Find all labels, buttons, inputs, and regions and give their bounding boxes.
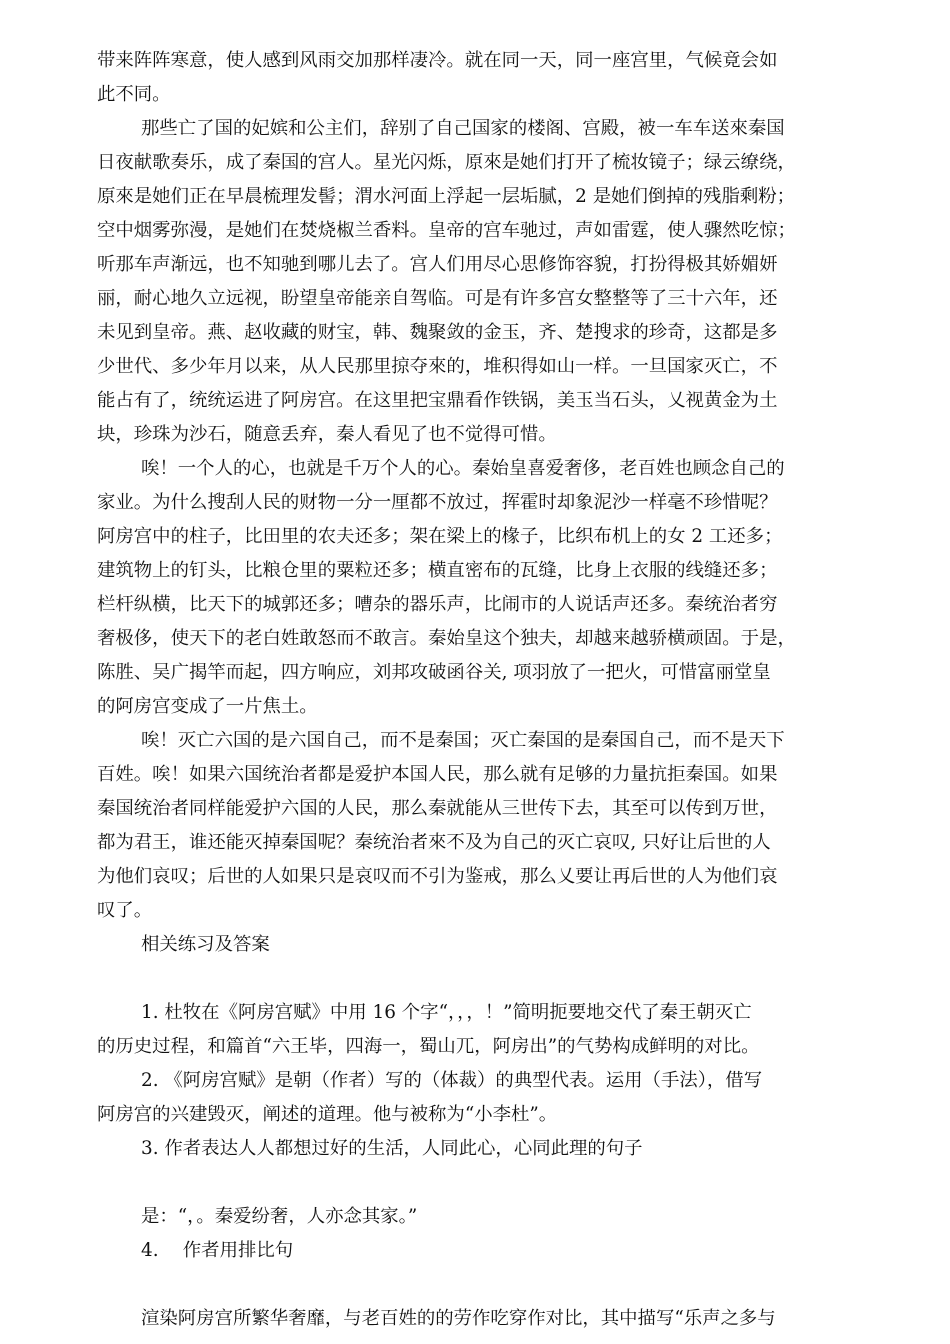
paragraph-4 bbox=[97, 724, 857, 928]
text-line: 阿房宫中的柱子，比田里的农夫还多；架在梁上的椽子，比织布机上的女 2 工还多； bbox=[97, 526, 783, 547]
blank-line bbox=[97, 1268, 857, 1302]
question-3: 3. 作者表达人人都想过好的生活，人同此心，心同此理的句子 bbox=[141, 1138, 643, 1159]
text-line: 1. 杜牧在《阿房宫赋》中用 16 个字“，，，！”简明扼要地交代了秦王朝灭亡 bbox=[141, 1002, 752, 1023]
text-line: 听那车声渐远，也不知驰到哪儿去了。宫人们用尽心思修饰容貌，打扮得极其娇媚妍 bbox=[97, 254, 778, 275]
text-line: 块，珍珠为沙石，随意丢弃，秦人看见了也不觉得可惜。 bbox=[97, 424, 557, 445]
document-page bbox=[97, 44, 857, 1336]
paragraph-1 bbox=[97, 44, 857, 112]
text-line: 阿房宫的兴建毁灭，阐述的道理。他与被称为“小李杜”。 bbox=[97, 1104, 558, 1125]
question-3-answer: 是：“，。秦爱纷奢，人亦念其家。” bbox=[141, 1206, 418, 1227]
text-line: 原來是她们正在早晨梳理发髻；渭水河面上浮起一层垢腻，2 是她们倒掉的残脂剩粉； bbox=[97, 186, 796, 207]
question-2 bbox=[97, 1064, 857, 1132]
text-line: 建筑物上的钉头，比粮仓里的粟粒还多；横直密布的瓦缝，比身上衣服的线缝还多； bbox=[97, 560, 778, 581]
paragraph-2 bbox=[97, 112, 857, 452]
text-line: 叹了。 bbox=[97, 900, 153, 921]
text-line: 奢极侈，使天下的老白姓敢怒而不敢言。秦始皇这个独夫，却越来越骄横顽固。于是， bbox=[97, 628, 796, 649]
question-4: 4. 作者用排比句 bbox=[141, 1240, 294, 1261]
text-line: 陈胜、吴广揭竿而起，四方响应，刘邦攻破函谷关, 项羽放了一把火，可惜富丽堂皇 bbox=[97, 662, 771, 683]
text-line: 日夜献歌奏乐，成了秦国的宫人。星光闪烁，原來是她们打开了梳妆镜子；绿云缭绕， bbox=[97, 152, 796, 173]
text-line: 那些亡了国的妃嫔和公主们，辞别了自己国家的楼阁、宫殿，被一车车送來秦国 bbox=[141, 118, 785, 139]
section-heading: 相关练习及答案 bbox=[141, 934, 270, 955]
text-line: 都为君王，谁还能灭掉秦国呢？秦统治者來不及为自己的灭亡哀叹, 只好让后世的人 bbox=[97, 832, 771, 853]
text-line: 2. 《阿房宫赋》是朝（作者）写的（体裁）的典型代表。运用（手法），借写 bbox=[141, 1070, 763, 1091]
text-line: 未见到皇帝。燕、赵收藏的财宝，韩、魏聚敛的金玉，齐、楚搜求的珍奇，这都是多 bbox=[97, 322, 778, 343]
text-line: 能占有了，统统运进了阿房宫。在这里把宝鼎看作铁锅，美玉当石头，乂视黄金为土 bbox=[97, 390, 778, 411]
text-line: 空中烟雾弥漫，是她们在焚烧椒兰香料。皇帝的宫车驰过，声如雷霆，使人骤然吃惊； bbox=[97, 220, 796, 241]
blank-line bbox=[97, 1166, 857, 1200]
text-line: 少世代、多少年月以来，从人民那里掠夺來的，堆积得如山一样。一旦国家灭亡，不 bbox=[97, 356, 778, 377]
text-line: 带来阵阵寒意，使人感到风雨交加那样凄冷。就在同一天，同一座宫里，气候竟会如 bbox=[97, 50, 778, 71]
text-line: 百姓。唉！如果六国统治者都是爱护本国人民，那么就有足够的力量抗拒秦国。如果 bbox=[97, 764, 778, 785]
text-line: 此不同。 bbox=[97, 84, 171, 105]
paragraph-3 bbox=[97, 452, 857, 724]
text-line: 家业。为什么搜刮人民的财物一分一厘都不放过，挥霍时却象泥沙一样毫不珍惜呢？ bbox=[97, 492, 778, 513]
text-line: 的历史过程，和篇首“六王毕，四海一，蜀山兀，阿房出”的气势构成鲜明的对比。 bbox=[97, 1036, 760, 1057]
text-line: 丽，耐心地久立远视，盼望皇帝能亲自驾临。可是有许多宫女整整等了三十六年，还 bbox=[97, 288, 778, 309]
text-line: 为他们哀叹；后世的人如果只是哀叹而不引为鉴戒，那么乂要让再后世的人为他们哀 bbox=[97, 866, 778, 887]
text-line: 秦国统治者同样能爱护六国的人民，那么秦就能从三世传下去，其至可以传到万世， bbox=[97, 798, 778, 819]
question-4-continued: 渲染阿房宫所繁华奢靡，与老百姓的的劳作吃穿作对比，其中描写“乐声之多与 bbox=[141, 1308, 776, 1329]
text-line: 的阿房宫变成了一片焦土。 bbox=[97, 696, 318, 717]
blank-line bbox=[97, 962, 857, 996]
text-line: 唉！灭亡六国的是六国自己，而不是秦国；灭亡秦国的是秦国自己，而不是天下 bbox=[141, 730, 785, 751]
question-1 bbox=[97, 996, 857, 1064]
text-line: 唉！一个人的心，也就是千万个人的心。秦始皇喜爱奢侈，老百姓也顾念自己的 bbox=[141, 458, 785, 479]
text-line: 栏杆纵横，比天下的城郭还多；嘈杂的器乐声，比闹市的人说话声还多。秦统治者穷 bbox=[97, 594, 778, 615]
